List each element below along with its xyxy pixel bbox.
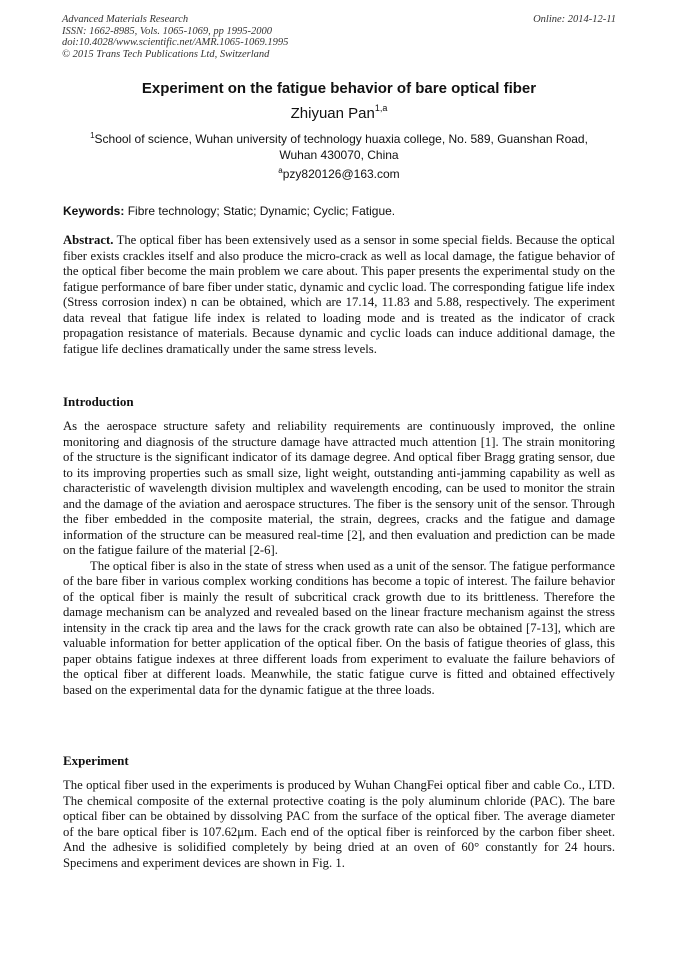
keywords bbox=[63, 204, 617, 218]
author-sup: 1,a bbox=[374, 103, 388, 113]
affiliation-text: School of science, Wuhan university of technology huaxia college, No. 589, Guanshan Road, Wuhan 430070, China bbox=[94, 132, 588, 162]
introduction-body bbox=[63, 419, 615, 698]
paper-title: Experiment on the fatigue behavior of bare optical fiber bbox=[141, 80, 537, 97]
journal-name: Advanced Materials Research bbox=[62, 14, 189, 25]
author-email bbox=[62, 167, 616, 181]
journal-issn: ISSN: 1662-8985, Vols. 1065-1069, pp 1995-2000 bbox=[62, 25, 272, 37]
abstract-text: The optical fiber has been extensively used as a sensor in some special fields. Because the optical fiber exists crackles itself and also produce the micro-crack as well as local damage, the fatigue behavior of the optical fiber become the main problem we care about. This paper presents the experimental study on the fatigue performance of bare fiber under static, dynamic and cyclic load. The corresponding fatigue life index (Stress corrosion index) n can be obtained, which are 17.14, 11.83 and 5.88, respectively. The experiment data reveal that fatigue life index is related to loading mode and is treated as the indicator of crack propagation resistance of materials. Because dynamic and cyclic loads can induce additional damage, the fatigue life declines dramatically under the same stress levels. bbox=[63, 233, 616, 356]
keywords-text: Fibre technology; Static; Dynamic; Cyclic; Fatigue. bbox=[127, 204, 396, 218]
journal-header bbox=[62, 14, 616, 60]
experiment-body bbox=[63, 778, 615, 871]
journal-copyright: © 2015 Trans Tech Publications Ltd, Switzerland bbox=[62, 48, 270, 60]
paragraph: As the aerospace structure safety and reliability requirements are continuously improved, the online monitoring and diagnosis of the structure damage have attracted much attention [1]. The strain monitoring of the structure is the significant indicator of its damage degree. And optical fiber Bragg grating sensor, due to its improving properties such as small size, light weight, outstanding anti-jamming capability as well as characteristic of wavelength division multiplex and wavelength encoding, can be used to monitor the strain and the damage of the aviation and aerospace structures. The fiber is the sensory unit of the sensor. Through the fiber embedded in the composite material, the strain, degrees, cracks and the fatigue and damage information of the structure can be measured real-time [2], and then evaluation and prediction can be made on the fatigue failure of the material [2-6]. bbox=[63, 419, 615, 557]
affiliation-sup: 1 bbox=[90, 131, 95, 140]
section-heading-experiment: Experiment bbox=[63, 753, 129, 768]
keywords-label: Keywords: bbox=[63, 204, 125, 218]
journal-doi: doi:10.4028/www.scientific.net/AMR.1065-1069.1995 bbox=[62, 37, 289, 48]
abstract bbox=[63, 233, 615, 357]
online-date: Online: 2014-12-11 bbox=[533, 14, 616, 25]
section-heading-introduction: Introduction bbox=[63, 394, 134, 409]
abstract-label: Abstract. bbox=[63, 233, 114, 247]
author-line bbox=[62, 105, 616, 122]
email-sup: a bbox=[278, 166, 283, 175]
affiliation bbox=[90, 131, 588, 163]
email-text[interactable]: pzy820126@163.com bbox=[282, 167, 400, 181]
paragraph: The optical fiber is also in the state of stress when used as a unit of the sensor. The fatigue performance of the bare fiber in various complex working conditions has become a topic of interest. The failure behavior of the optical fiber is mainly the result of subcritical crack growth due to its brittleness. Therefore the damage mechanism can be analyzed and revealed based on the linear fracture mechanism against the stress intensity in the crack tip area and the laws for the crack growth rate can also be obtained [7-13], which are valuable information for better application of the optical fiber. On the basis of fatigue theories of glass, this paper obtains fatigue indexes at three different loads from experiment to evaluate the failure behaviors of the optical fiber at different loads. Meanwhile, the static fatigue curve is fitted and obtained effectively based on the experimental data for the dynamic fatigue at the three loads. bbox=[63, 558, 615, 697]
paragraph: The optical fiber used in the experiments is produced by Wuhan ChangFei optical fiber and cable Co., LTD. The chemical composite of the external protective coating is the poly aluminum chloride (PAC). The bare optical fiber can be obtained by dissolving PAC from the surface of the optical fiber. The average diameter of the bare optical fiber is 107.62μm. Each end of the optical fiber is reinforced by the carbon fiber sheet. And the adhesive is solidified completely by being dried at an oven of 60° constantly for 24 hours. Specimens and experiment devices are shown in Fig. 1. bbox=[63, 778, 615, 870]
author-name: Zhiyuan Pan bbox=[290, 105, 375, 122]
